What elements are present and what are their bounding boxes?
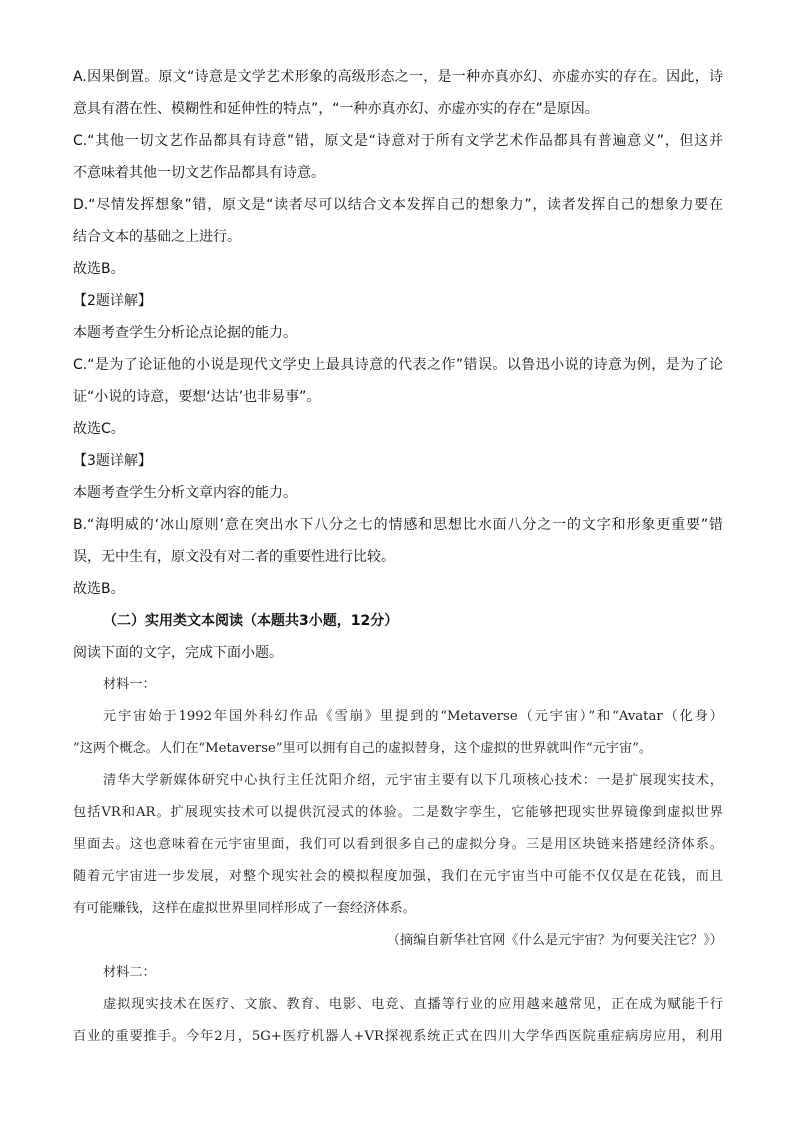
q3-intro: 本题考查学生分析文章内容的能力。 [73,485,297,501]
answer-d-line-1: D.“尽情发挥想象”错，原文是“读者尽可以结合文本发挥自己的想象力”，读者发挥自己的想象力要在 [73,197,723,213]
answer-conclusion: 故选B。 [73,261,125,277]
q2-conclusion: 故选C。 [73,421,125,437]
material-one-line-3: 清华大学新媒体研究中心执行主任沈阳介绍，元宇宙主要有以下几项核心技术：一是扩展现实技术， [103,773,723,788]
material-one-line-1: 元宇宙始于1992年国外科幻作品《雪崩》里提到的“Metaverse（元宇宙）”和“Avatar（化身） [103,709,723,724]
section-heading-q3: 【3题详解】 [73,453,152,469]
q3-answer-line-1: B.“海明威的‘冰山原则’意在突出水下八分之七的情感和思想比水面八分之一的文字和形象更重要”错 [73,517,723,533]
q2-answer-line-2: 证“小说的诗意，要想‘达诂’也非易事”。 [73,389,321,405]
material-one-line-7: 有可能赚钱，这样在虚拟世界里同样形成了一套经济体系。 [73,901,416,916]
material-two-line-2: 百业的重要推手。今年2月，5G+医疗机器人+VR探视系统正式在四川大学华西医院重症病房应用，利用 [73,1029,723,1044]
material-one-line-5: 里面去。这也意味着在元宇宙里面，我们可以看到很多自己的虚拟分身。三是用区块链来搭建经济体系。 [73,837,723,852]
material-one-line-2: ”这两个概念。人们在“Metaverse”里可以拥有自己的虚拟替身，这个虚拟的世界就叫作“元宇宙”。 [73,741,653,756]
material-two-line-1: 虚拟现实技术在医疗、文旅、教育、电影、电竞、直播等行业的应用越来越常见，正在成为赋能千行 [103,997,723,1012]
q3-answer-line-2: 误，无中生有，原文没有对二者的重要性进行比较。 [73,549,395,565]
q2-intro: 本题考查学生分析论点论据的能力。 [73,325,297,341]
q3-conclusion: 故选B。 [73,581,125,597]
q2-answer-line-1: C.“是为了论证他的小说是现代文学史上最具诗意的代表之作”错误。以鲁迅小说的诗意为例，是为了论 [73,357,723,373]
answer-a-line-1: A.因果倒置。原文“诗意是文学艺术形象的高级形态之一，是一种亦真亦幻、亦虚亦实的存在。因此，诗 [73,69,723,85]
material-one-line-4: 包括VR和AR。扩展现实技术可以提供沉浸式的体验。二是数字孪生，它能够把现实世界镜像到虚拟世界 [73,805,723,820]
material-one-source: （摘编自新华社官网《什么是元宇宙？为何要关注它？》） [386,933,723,948]
answer-c-line-2: 不意味着其他一切文艺作品都具有诗意。 [73,165,325,181]
material-one-label: 材料一： [103,677,156,692]
material-two-label: 材料二： [103,965,156,980]
answer-c-line-1: C.“其他一切文艺作品都具有诗意”错，原文是“诗意对于所有文学艺术作品都具有普遍意义”，但这并 [73,133,723,149]
material-one-line-6: 随着元宇宙进一步发展，对整个现实社会的模拟程度加强，我们在元宇宙当中可能不仅仅是在花钱，而且 [73,869,723,884]
section-title-practical-reading: （二）实用类文本阅读（本题共3小题，12分） [103,613,399,629]
answer-d-line-2: 结合文本的基础之上进行。 [73,229,241,245]
answer-a-line-2: 意具有潜在性、模糊性和延伸性的特点”，“一种亦真亦幻、亦虚亦实的存在”是原因。 [73,101,599,117]
section-heading-q2: 【2题详解】 [73,293,152,309]
reading-instruction: 阅读下面的文字，完成下面小题。 [73,645,283,661]
